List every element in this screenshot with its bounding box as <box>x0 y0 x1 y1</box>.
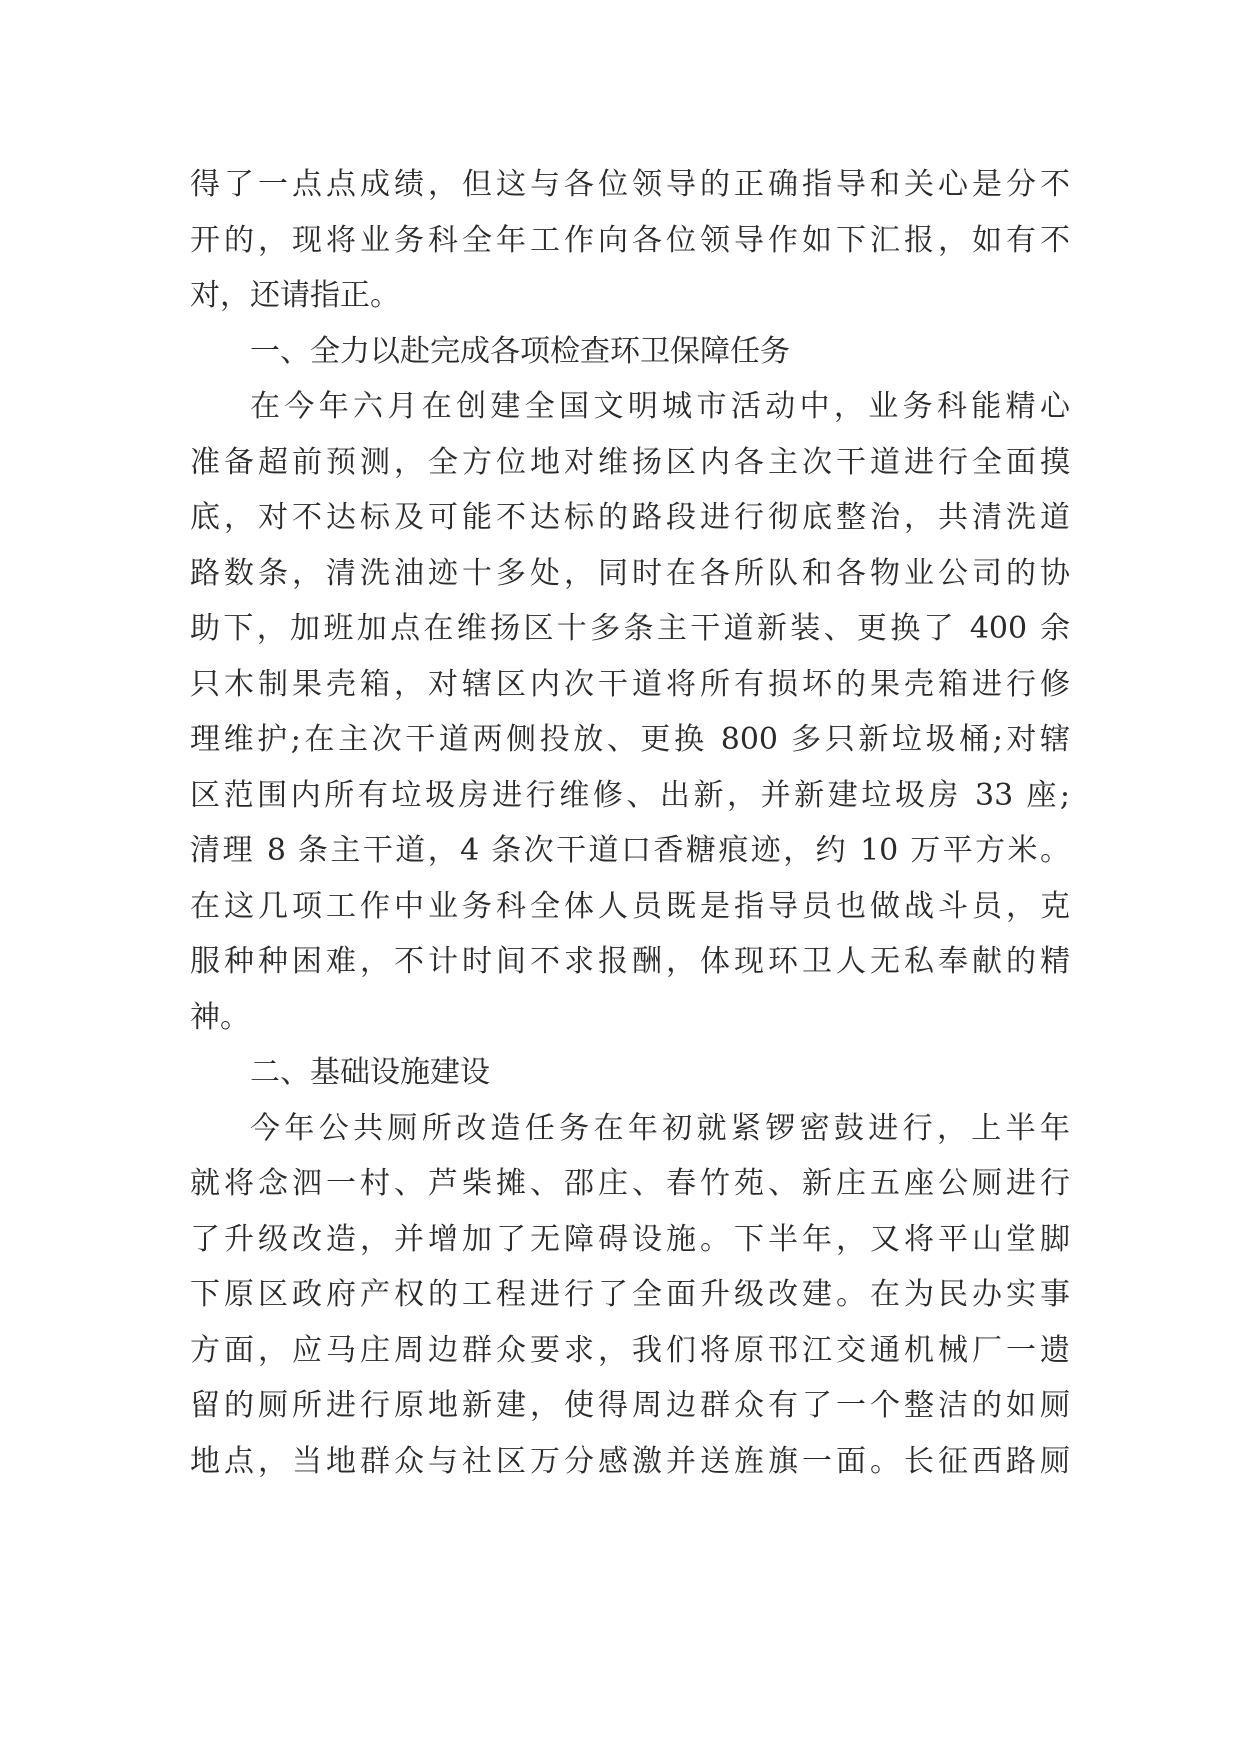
section-heading: 一、全力以赴完成各项检查环卫保障任务 <box>250 333 790 369</box>
text-line: 方面，应马庄周边群众要求，我们将原邗江交通机械厂一遗 <box>190 1332 1070 1368</box>
text-line: 在这几项工作中业务科全体人员既是指导员也做战斗员，克 <box>190 888 1070 924</box>
text-line: 开的，现将业务科全年工作向各位领导作如下汇报，如有不 <box>190 222 1070 258</box>
text-line: 只木制果壳箱，对辖区内次干道将所有损坏的果壳箱进行修 <box>190 666 1070 702</box>
text-line: 理维护;在主次干道两侧投放、更换 800 多只新垃圾桶;对辖 <box>190 722 1070 757</box>
text-line: 路数条，清洗油迹十多处，同时在各所队和各物业公司的协 <box>190 555 1070 591</box>
text-line: 对，还请指正。 <box>190 278 400 313</box>
text-line: 今年公共厕所改造任务在年初就紧锣密鼓进行，上半年 <box>250 1110 1070 1146</box>
text-line: 留的厕所进行原地新建，使得周边群众有了一个整洁的如厕 <box>190 1388 1070 1423</box>
text-line: 在今年六月在创建全国文明城市活动中，业务科能精心 <box>250 389 1070 424</box>
text-line: 准备超前预测，全方位地对维扬区内各主次干道进行全面摸 <box>190 444 1070 480</box>
text-line: 底，对不达标及可能不达标的路段进行彻底整治，共清洗道 <box>190 500 1070 535</box>
text-line: 助下，加班加点在维扬区十多条主干道新装、更换了 400 余 <box>190 611 1070 646</box>
text-line: 下原区政府产权的工程进行了全面升级改建。在为民办实事 <box>190 1277 1070 1312</box>
text-line: 得了一点点成绩，但这与各位领导的正确指导和关心是分不 <box>190 167 1070 202</box>
section-heading: 二、基础设施建设 <box>250 1055 490 1090</box>
text-line: 区范围内所有垃圾房进行维修、出新，并新建垃圾房 33 座; <box>190 777 1070 813</box>
document-body <box>190 157 1070 1489</box>
text-line: 神。 <box>190 999 250 1035</box>
text-line: 就将念泗一村、芦柴摊、邵庄、春竹苑、新庄五座公厕进行 <box>190 1166 1070 1201</box>
text-line: 清理 8 条主干道，4 条次干道口香糖痕迹，约 10 万平方米。 <box>190 833 1070 868</box>
text-line: 地点，当地群众与社区万分感激并送旌旗一面。长征西路厕 <box>190 1443 1070 1479</box>
text-line: 服种种困难，不计时间不求报酬，体现环卫人无私奉献的精 <box>190 944 1070 979</box>
text-line: 了升级改造，并增加了无障碍设施。下半年，又将平山堂脚 <box>190 1221 1070 1257</box>
